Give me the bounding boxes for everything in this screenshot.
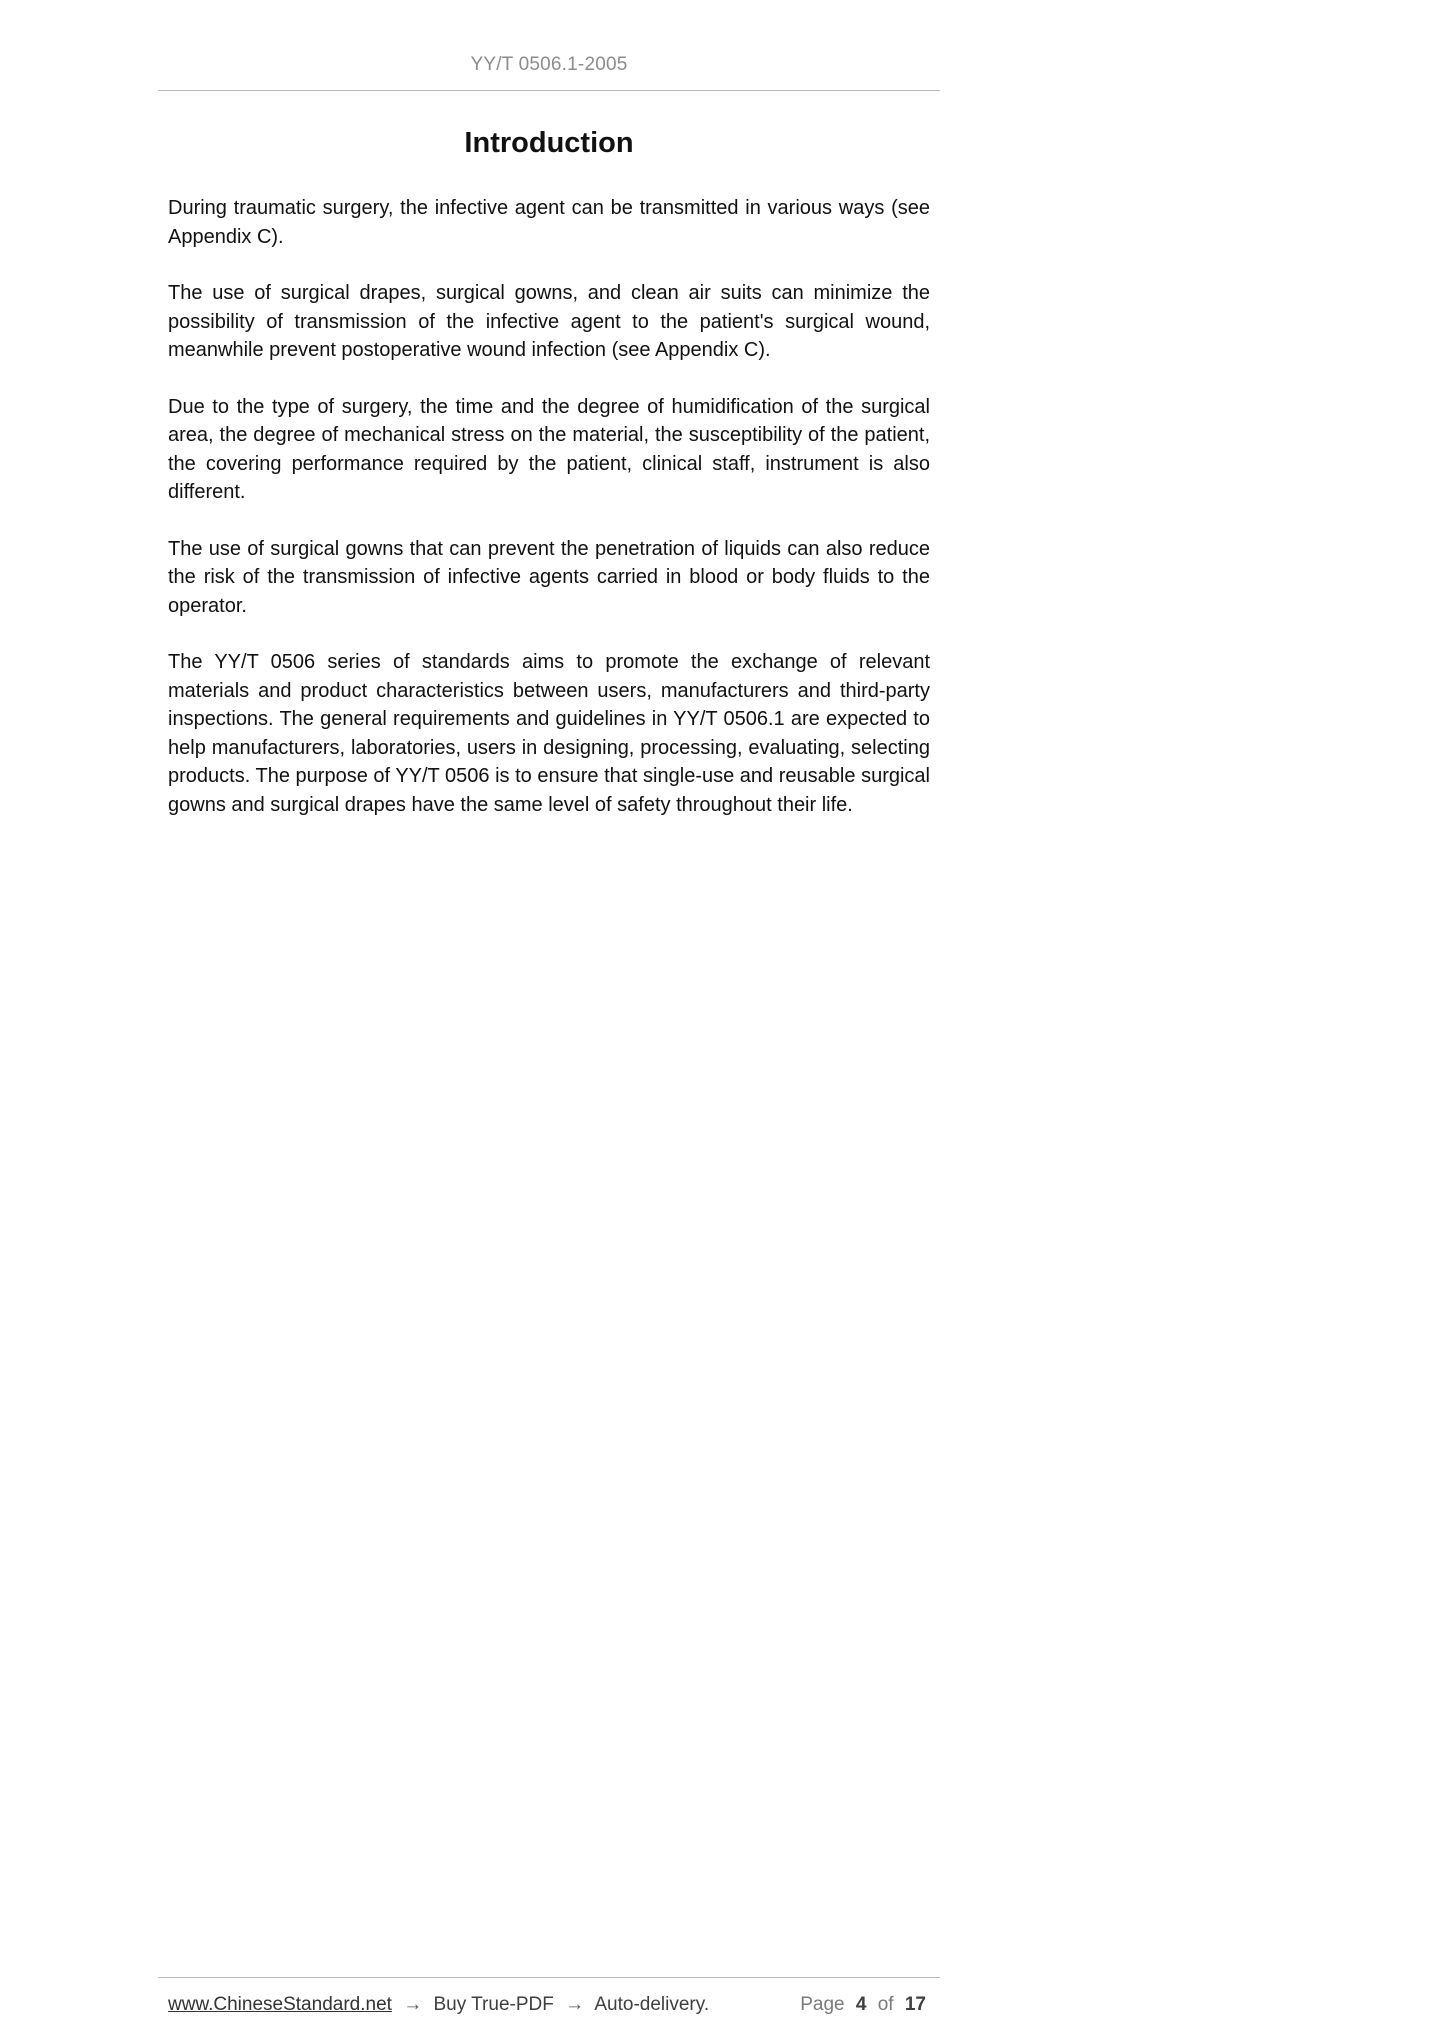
page-total-number: 17 <box>904 1994 926 2015</box>
arrow-right-icon: → <box>565 1994 585 2015</box>
page-current-number: 4 <box>855 1994 867 2015</box>
paragraph-intro-1: During traumatic surgery, the infective agent can be transmitted in various ways (see Appendix C). <box>168 197 930 248</box>
page-label: Page <box>800 1994 845 2015</box>
page-title: Introduction <box>464 127 634 159</box>
footer-buy-text: Buy True-PDF <box>433 1994 554 2015</box>
paragraph-intro-4: The use of surgical gowns that can prevent the penetration of liquids can also reduce the risk of the transmission of infective agents carried in blood or body fluids to the operator. <box>168 537 930 617</box>
footer-website-link[interactable]: www.ChineseStandard.net <box>168 1994 392 2015</box>
page-of-label: of <box>877 1994 894 2015</box>
header-doc-number: YY/T 0506.1-2005 <box>470 54 628 75</box>
paragraph-intro-5: The YY/T 0506 series of standards aims to promote the exchange of relevant materials and product characteristics between users, manufacturers and third-party inspections. The general requirements and guidelines in YY/T 0506.1 are expected to help manufacturers, laboratories, users in designing, processing, evaluating, selecting products. The purpose of YY/T 0506 is to ensure that single-use and reusable surgical gowns and surgical drapes have the same level of safety throughout their life. <box>168 651 930 816</box>
paragraph-intro-2: The use of surgical drapes, surgical gowns, and clean air suits can minimize the possibility of transmission of the infective agent to the patient's surgical wound, meanwhile prevent postoperative wound infection (see Appendix C). <box>168 282 930 361</box>
page-indicator <box>798 1994 930 2016</box>
content-column <box>158 0 940 2044</box>
document-header <box>158 0 940 91</box>
paragraph-intro-3: Due to the type of surgery, the time and the degree of humidification of the surgical area, the degree of mechanical stress on the material, the susceptibility of the patient, the covering performance required by the patient, clinical staff, instrument is also different. <box>168 395 930 503</box>
arrow-right-icon: → <box>403 1994 423 2015</box>
document-footer <box>158 1977 940 2016</box>
footer-delivery-text: Auto-delivery. <box>594 1994 710 2015</box>
footer-source-line <box>168 1994 709 2016</box>
